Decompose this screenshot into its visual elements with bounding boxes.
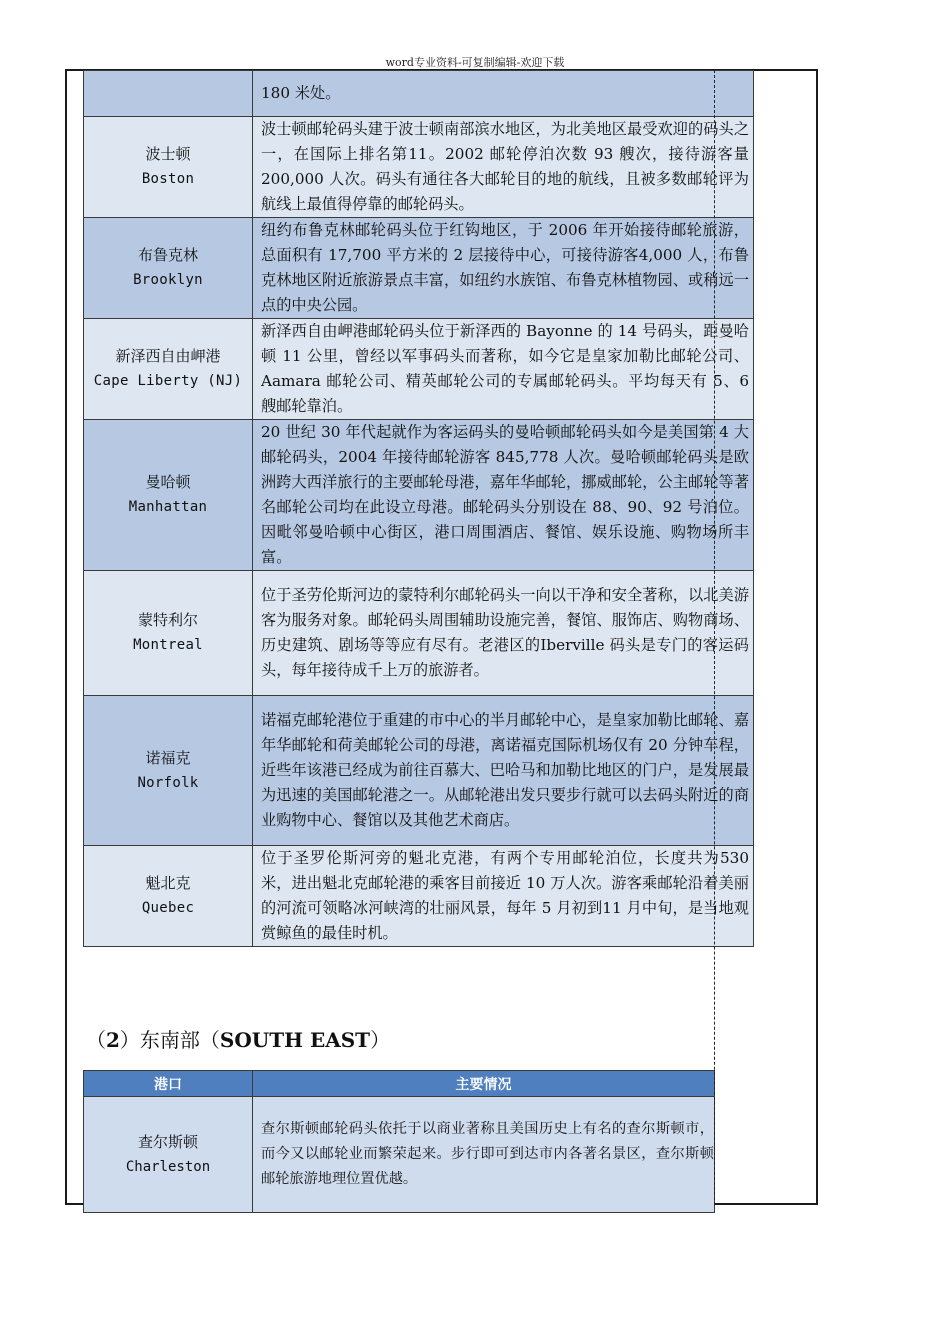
port-name-cn: 布鲁克林 bbox=[137, 246, 198, 264]
table-row bbox=[84, 117, 754, 218]
port-name-cell bbox=[84, 218, 253, 319]
table-row bbox=[84, 571, 754, 696]
port-name-cell bbox=[84, 571, 253, 696]
table-row bbox=[84, 420, 754, 571]
port-name-en: Charleston bbox=[125, 1158, 211, 1175]
table-row bbox=[84, 846, 754, 947]
port-name-cell bbox=[84, 117, 253, 218]
port-name-cell bbox=[84, 696, 253, 846]
heading-title-cn: ）东南部（ bbox=[119, 1028, 220, 1052]
port-name-en: Manhattan bbox=[128, 499, 208, 515]
north-ports-table bbox=[83, 70, 754, 947]
port-desc: 新泽西自由岬港邮轮码头位于新泽西的 Bayonne 的 14 号码头，距曼哈顿 11 公里，曾经以军事码头而著称，如今它是皇家加勒比邮轮公司、Aamara 邮轮公司、精英邮轮公司的专属邮轮码头。平均每天有 5、6 艘邮轮靠泊。 bbox=[253, 319, 754, 420]
column-header-port: 港口 bbox=[84, 1071, 253, 1097]
port-name-en: Quebec bbox=[141, 900, 195, 916]
port-name-cn: 魁北克 bbox=[145, 874, 191, 892]
port-name-cell bbox=[84, 846, 253, 947]
south-east-ports-table bbox=[83, 1070, 715, 1213]
port-name-en: Brooklyn bbox=[133, 272, 203, 288]
port-desc: 查尔斯顿邮轮码头依托于以商业著称且美国历史上有名的查尔斯顿市，而今又以邮轮业而繁荣起来。步行即可到达市内各著名景区，查尔斯顿邮轮旅游地理位置优越。 bbox=[253, 1097, 715, 1213]
table-row bbox=[84, 218, 754, 319]
heading-suffix: ） bbox=[370, 1028, 391, 1052]
port-desc: 位于圣劳伦斯河边的蒙特利尔邮轮码头一向以干净和安全著称，以北美游客为服务对象。邮轮码头周围辅助设施完善，餐馆、服饰店、购物商场、历史建筑、剧场等等应有尽有。老港区的Iberville 码头是专门的客运码头，每年接待成千上万的旅游者。 bbox=[253, 571, 754, 696]
port-name-cn: 波士顿 bbox=[145, 145, 191, 163]
port-name-cn: 诺福克 bbox=[145, 748, 191, 767]
port-name-cn: 查尔斯顿 bbox=[137, 1132, 198, 1151]
port-name-cell bbox=[84, 319, 253, 420]
port-name-en: Montreal bbox=[133, 637, 203, 653]
port-name-en: Cape Liberty (NJ) bbox=[93, 373, 243, 389]
port-name-cn: 新泽西自由岬港 bbox=[115, 347, 221, 365]
port-desc: 诺福克邮轮港位于重建的市中心的半月邮轮中心，是皇家加勒比邮轮、嘉年华邮轮和荷美邮轮公司的母港，离诺福克国际机场仅有 20 分钟车程，近些年该港已经成为前往百慕大、巴哈马和加勒比地区的门户，是发展最为迅速的美国邮轮港之一。从邮轮港出发只要步行就可以去码头附近的商业购物中心、餐馆以及其他艺术商店。 bbox=[253, 696, 754, 846]
port-name-en: Boston bbox=[141, 171, 195, 187]
port-desc: 20 世纪 30 年代起就作为客运码头的曼哈顿邮轮码头如今是美国第 4 大邮轮码头，2004 年接待邮轮游客 845,778 人次。曼哈顿邮轮码头是欧洲跨大西洋旅行的主要邮轮母港，嘉年华邮轮，挪威邮轮，公主邮轮等著名邮轮公司均在此设立母港。邮轮码头分别设在 88、90、92 号泊位。因毗邻曼哈顿中心街区，港口周围酒店、餐馆、娱乐设施、购物场所丰富。 bbox=[253, 420, 754, 571]
table-row bbox=[84, 1097, 715, 1213]
section-heading-south-east bbox=[86, 1025, 390, 1055]
port-desc: 180 米处。 bbox=[253, 71, 754, 117]
port-desc: 位于圣罗伦斯河旁的魁北克港，有两个专用邮轮泊位，长度共为530 米，进出魁北克邮轮港的乘客目前接近 10 万人次。游客乘邮轮沿着美丽的河流可领略冰河峡湾的壮丽风景，每年 5 月初到11 月中旬，是当地观赏鲸鱼的最佳时机。 bbox=[253, 846, 754, 947]
margin-guide-line bbox=[714, 70, 715, 1205]
port-name-cn: 蒙特利尔 bbox=[137, 611, 198, 629]
port-name-en: Norfolk bbox=[137, 774, 199, 791]
heading-number: 2 bbox=[106, 1028, 120, 1052]
port-name-cell bbox=[84, 420, 253, 571]
table-row bbox=[84, 696, 754, 846]
column-header-info: 主要情况 bbox=[253, 1071, 715, 1097]
port-name-cell bbox=[84, 71, 253, 117]
port-desc: 纽约布鲁克林邮轮码头位于红钩地区，于 2006 年开始接待邮轮旅游，总面积有 17,700 平方米的 2 层接待中心，可接待游客4,000 人，布鲁克林地区附近旅游景点丰富，如纽约水族馆、布鲁克林植物园、或稍远一点的中央公园。 bbox=[253, 218, 754, 319]
heading-title-en: SOUTH EAST bbox=[219, 1028, 371, 1052]
page-watermark: word专业资料-可复制编辑-欢迎下载 bbox=[385, 56, 565, 69]
table-row bbox=[84, 319, 754, 420]
table-row bbox=[84, 71, 754, 117]
port-name-cn: 曼哈顿 bbox=[145, 473, 191, 491]
heading-prefix: （ bbox=[86, 1028, 106, 1052]
port-desc: 波士顿邮轮码头建于波士顿南部滨水地区，为北美地区最受欢迎的码头之一，在国际上排名第11。2002 邮轮停泊次数 93 艘次，接待游客量 200,000 人次。码头有通往各大邮轮目的地的航线，且被多数邮轮评为航线上最值得停靠的邮轮码头。 bbox=[253, 117, 754, 218]
table-header-row bbox=[84, 1071, 715, 1097]
port-name-cell bbox=[84, 1097, 253, 1213]
